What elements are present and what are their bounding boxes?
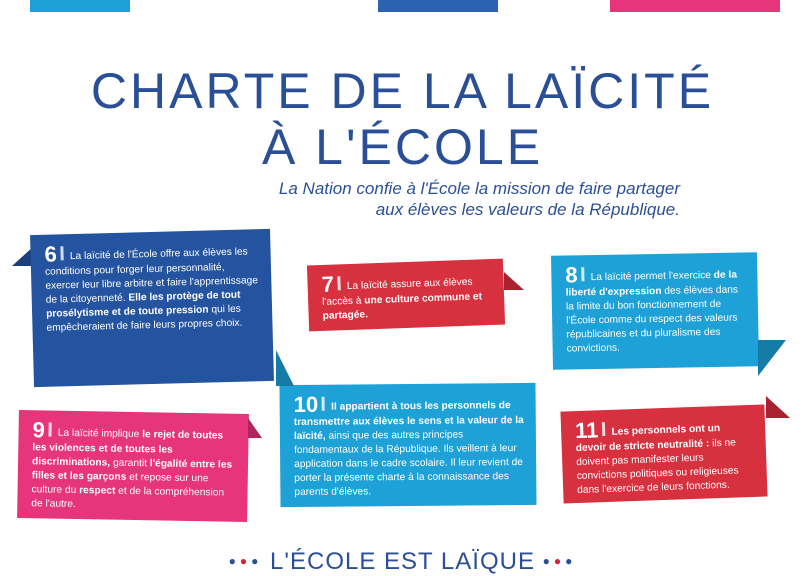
card-number: 6 [44, 241, 58, 267]
card-divider [338, 276, 341, 290]
card-number: 10 [293, 391, 319, 417]
card-bold-text: de la liberté d'expression [565, 269, 738, 299]
card-11 [560, 404, 767, 503]
page-title-line2: À L'ÉCOLE [261, 119, 544, 175]
card-tail-text-3: et de la compréhension de l'autre. [31, 485, 225, 511]
card-bold-text: Les personnels ont un devoir de stricte neutralité : [575, 423, 721, 455]
card-10 [279, 383, 536, 507]
card-number: 11 [574, 417, 599, 444]
card-divider [602, 422, 605, 436]
card-6 [30, 229, 274, 387]
top-ribbon-teal [30, 0, 130, 12]
page-title-line1: CHARTE DE LA LAÏCITÉ [90, 63, 715, 119]
card-8 [551, 252, 759, 370]
subtitle-line1: La Nation confie à l'École la mission de faire partager [278, 179, 680, 198]
card-9 [17, 410, 249, 522]
card-text: La laïcité permet l'exercice [590, 269, 714, 284]
card-text: La laïcité assure aux élèves l'accès à [322, 276, 473, 308]
card-10-fold [276, 350, 294, 386]
footer-banner [0, 548, 805, 576]
card-bold-text: le rejet de toutes les violences et de toutes les discriminations, [31, 429, 224, 469]
card-9-fold [248, 418, 262, 438]
card-text: ils ne doivent pas manifester leurs convictions politiques ou religieuses dans l'exercice de leurs fonctions. [576, 437, 739, 497]
card-tail-text: garantit [110, 457, 150, 470]
card-tail-text: qui les empêcheraient de faire leurs propres choix. [46, 303, 243, 334]
card-divider [49, 423, 52, 437]
footer-text: L'ÉCOLE EST LAÏQUE [270, 548, 535, 575]
card-number: 9 [32, 417, 46, 443]
card-bold-text-3: respect [79, 485, 116, 497]
card-tail-text-2: et repose sur une culture du [31, 471, 209, 497]
card-text: La laïcité implique [57, 427, 143, 441]
card-7-fold [504, 272, 524, 290]
card-bold-text: Il appartient à tous les personnels de transmettre aux élèves le sens et la valeur de la laïcité, [293, 400, 524, 442]
card-divider [61, 246, 64, 260]
card-text: La laïcité de l'École offre aux élèves les conditions pour forger leur personnalité, exercer leur libre arbitre et faire l'apprentissage de la citoyenneté. [44, 246, 259, 306]
subtitle [120, 178, 680, 220]
card-8-fold [758, 340, 786, 376]
top-ribbon-blue [378, 0, 498, 12]
card-7 [307, 259, 505, 332]
card-text: ainsi que des autres principes fondamentaux de la République. Ils veillent à leur application dans le cadre scolaire. Il leur revient de porter la présente charte à la connaissance des parents d'élèves. [293, 429, 523, 498]
card-11-fold [766, 396, 790, 418]
card-number: 8 [565, 262, 578, 288]
decorative-dots-left: ●●● [228, 554, 263, 568]
card-bold-text-2: l'égalité entre les filles et les garçons [31, 458, 233, 483]
card-bold-text: Elle les protège de tout prosélytisme et de toute pression [45, 289, 241, 320]
card-divider [581, 267, 584, 281]
card-tail-text: des élèves dans la limite du bon fonctionnement de l'École comme du respect des valeurs républicaines et du pluralisme des convictions. [565, 284, 739, 355]
top-ribbon-pink [610, 0, 780, 12]
card-bold-text: une culture commune et partagée. [322, 291, 483, 322]
decorative-dots-right: ●●● [542, 554, 577, 568]
card-divider [322, 397, 325, 411]
card-number: 7 [321, 271, 335, 297]
subtitle-line2: aux élèves les valeurs de la République. [375, 200, 680, 219]
